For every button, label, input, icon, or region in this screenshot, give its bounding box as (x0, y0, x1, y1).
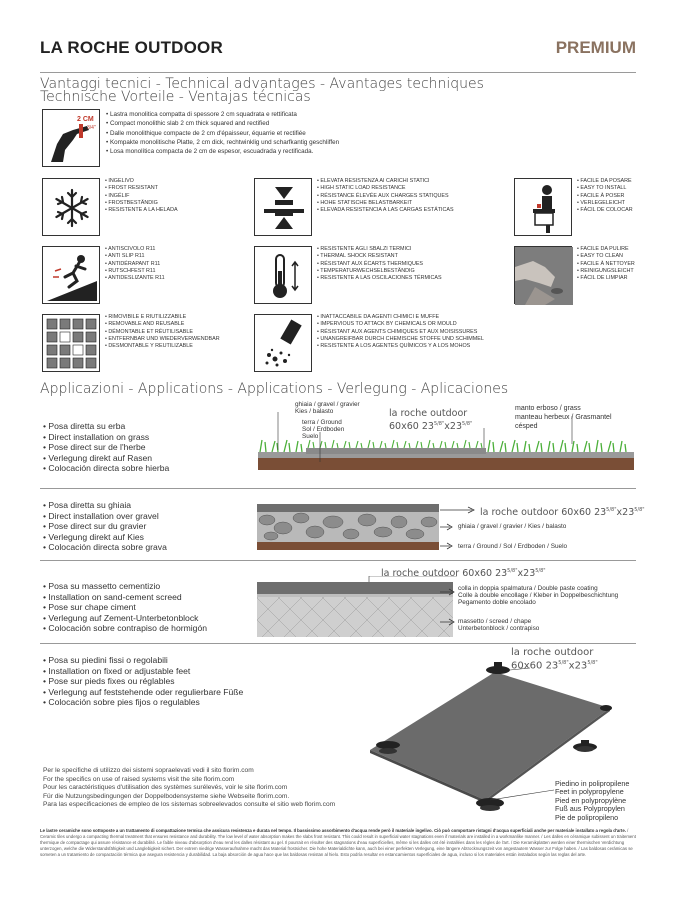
label-line: Feet in polypropylene (555, 787, 624, 797)
screed-screed-label (458, 618, 539, 632)
advantage-line: • INGELIVO (105, 178, 178, 185)
advantage-line: • RESISTENTE A LA HELADA (105, 207, 178, 214)
advantage-line: • FROSTBESTÄNDIG (105, 200, 178, 207)
application-item: • Pose sur pieds fixes ou réglables (43, 676, 243, 687)
application-item: • Pose sur chape ciment (43, 602, 207, 613)
note-line: For the specifics on use of raised systems visit the site florim.com (43, 775, 235, 783)
advantage-line: • RÉSISTANCE ÉLEVÉE AUX CHARGES STATIQUES (317, 193, 454, 200)
application-item: • Posa diretta su erba (43, 421, 169, 432)
application-screed-list (43, 581, 207, 634)
applications-section-title: Applicazioni - Applications - Applications - Verlegung - Aplicaciones (40, 381, 509, 397)
chemical-stain-icon (254, 314, 312, 372)
snowflake-icon (42, 178, 100, 236)
anti-slip-icon (42, 246, 100, 304)
advantage-line: • HIGH STATIC LOAD RESISTANCE (317, 185, 454, 192)
size-in-x: x23 (444, 421, 463, 433)
advantage-line: • INGÉLIF (105, 193, 178, 200)
product-name: la roche outdoor 60x60 (381, 568, 493, 580)
product-name: la roche outdoor (389, 408, 468, 419)
application-item: • Installation on fixed or adjustable feet (43, 666, 243, 677)
advantage-line: • FACILE À POSER (577, 193, 633, 200)
row-divider (40, 643, 636, 644)
application-feet-list (43, 655, 243, 708)
disclaimer-bold: Le lastre ceramiche sono sottoposte a un trattamento di compattazione termica che assicura resistenza e durata nel tempo. Il bassissimo assorbimento d'acqua rende però il materiale ingelivo. Ciò può comportare ristagni d'acqua superficiali anche per materiale installato a regola d'arte. (40, 828, 626, 833)
screed-callout-arrows (440, 584, 460, 632)
application-item: • Pose direct sur de l'herbe (43, 442, 169, 453)
size-fraction: 5/8" (558, 660, 569, 666)
advantage-line: • FACILE À NETTOYER (577, 261, 635, 268)
note-line: Für die Nutzungsbedingungen der Doppelbodensysteme siehe Webseite florim.com. (43, 792, 290, 800)
advantage-line: • INATTACCABILE DA AGENTI CHIMICI E MUFFE (317, 314, 484, 321)
gravel-ground-label: terra / Ground / Sol / Erdboden / Suelo (458, 543, 568, 550)
removable-tiles-icon (42, 314, 100, 372)
size-fraction: 5/8" (606, 507, 617, 513)
label-line: ghiaia / gravel / gravier (295, 401, 360, 408)
advantage-line: • RESISTENTE AGLI SBALZI TERMICI (317, 246, 442, 253)
label-line: Unterbetonblock / contrapiso (458, 625, 540, 632)
grass-turf-label (515, 404, 612, 431)
advantage-thermal (254, 246, 454, 304)
grass-ground-label (302, 419, 344, 440)
cleaning-hand-icon (514, 246, 572, 304)
thickness-in-label: 3/4" (87, 125, 96, 131)
advantage-chemical (254, 314, 484, 372)
advantage-line: • VERLEGELEICHT (577, 200, 633, 207)
feet-material-label (555, 780, 629, 822)
note-line: Pour les caractéristiques d'utilisation des systèmes surélevés, voir le site florim.com (43, 784, 288, 791)
size-in: 23 (495, 568, 508, 580)
load-press-icon (254, 178, 312, 236)
advantage-line: • ANTIDESLIZANTE R11 (105, 275, 165, 282)
advantage-line: • DESMONTABLE Y REUTILIZABLE (105, 343, 220, 350)
intro-item: • Losa monolítica compacta de 2 cm de espesor, escuadrada y rectificada. (106, 147, 339, 156)
size-in-x: x23 (517, 568, 536, 580)
label-line: césped (515, 423, 538, 430)
note-line: Para las especificaciones de empleo de los sistemas sobreelevados consulte el sitio web florim.com (43, 801, 336, 808)
disclaimer (40, 828, 638, 858)
size-cm: 60x60 (389, 421, 419, 433)
application-item: • Verlegung auf feststehende oder regulierbare Füße (43, 687, 243, 698)
application-item: • Colocación directa sobre hierba (43, 463, 169, 474)
screed-product-label (381, 566, 546, 579)
application-gravel-list (43, 500, 167, 553)
advantage-line: • DÉMONTABLE ET RÉUTILISABLE (105, 329, 220, 336)
advantage-line: • EASY TO CLEAN (577, 253, 635, 260)
feet-callout-line (490, 788, 556, 802)
product-size (389, 419, 472, 432)
application-item: • Colocación sobre pies fijos o regulables (43, 697, 243, 708)
intro-item: • Lastra monolitica compatta di spessore 2 cm squadrata e rettificata (106, 110, 339, 119)
label-line: Pie de polipropileno (555, 812, 619, 822)
advantage-clean (514, 246, 678, 304)
label-line: massetto / screed / chape (458, 618, 532, 625)
advantage-line: • IMPERVIOUS TO ATTACK BY CHEMICALS OR MOULD (317, 321, 484, 328)
size-in: 23 (421, 421, 434, 433)
grass-gravel-label (295, 401, 360, 415)
advantage-anti-slip (42, 246, 242, 304)
advantage-line: • RESISTENTE A LAS OSCILACIONES TÉRMICAS (317, 275, 442, 282)
advantage-line: • ANTIDÉRAPANT R11 (105, 261, 165, 268)
label-line: Kies / balasto (295, 408, 334, 415)
gravel-product-label (480, 505, 645, 518)
advantage-line: • ELEVADA RESISTENCIA A LAS CARGAS ESTÁTICAS (317, 207, 454, 214)
intro-list (106, 110, 339, 156)
application-item: • Verlegung direkt auf Rasen (43, 453, 169, 464)
advantage-line: • RESISTENTE A LOS AGENTES QUÍMICOS Y A LOS MOHOS (317, 343, 484, 350)
application-item: • Posa su massetto cementizio (43, 581, 207, 592)
advantage-line: • FÁCIL DE COLOCAR (577, 207, 633, 214)
gravel-gravel-label: ghiaia / gravel / gravier / Kies / balasto (458, 523, 567, 530)
label-line: Fuß aus Polypropylen (555, 804, 625, 814)
product-name: la roche outdoor 60x60 (480, 507, 592, 519)
label-line: Sol / Erdboden (302, 426, 345, 433)
raised-systems-note (43, 767, 335, 810)
header-divider (40, 72, 636, 73)
thermometer-icon (254, 246, 312, 304)
size-cm: 60x60 (511, 660, 543, 672)
advantage-load (254, 178, 454, 236)
label-line: terra / Ground (302, 419, 342, 426)
screed-section-diagram (257, 576, 457, 638)
disclaimer-text: / Ceramic tiles undergo a compacting thermal treatment that ensures resistance and durability. The low level of water absorption makes the slabs frost resistant. This could result in superficial water stagnations even if materials are installed in a workmanlike manner. / Les dalles en céramique subissent un traitement thermique de compactage qui assure résistance et durabilité. Le faible niveau d'absorption d'eau rend les dalles résistant au gel. Il pourrait en résulter des stagnations d'eau superficielles, même si les dalles ont été installées dans les règles de l'art. / Die Keramikplatten werden einer thermischen Verdichtung unterzogen, welche die Widerstandsfähigkeit und Langlebigkeit sichert. Der extrem niedrige Wasseraufnahme macht das Material frostsicher. Die hohe Materialdichte kann, auch bei einer perfekten Verlegung, eine längere Abtrocknungszeit von angestautem Wasser zur Folge haben. / Las baldosas cerámicas se someten a un tratamiento de compactación térmica que asegura resistencia y durabilidad. La baja absorción de agua hace que las baldosas resistan al hielo. Esto podría resultar en estancamientos superficiales de agua, incluso si los materiales están instalados según las reglas del arte. (40, 828, 636, 857)
size-fraction: 5/8" (634, 507, 645, 513)
size-fraction: 5/8" (587, 660, 598, 666)
advantage-line: • TEMPERATURWECHSELBESTÄNDIG (317, 268, 442, 275)
advantage-line: • RÉSISTANT AUX ÉCARTS THERMIQUES (317, 261, 442, 268)
advantage-line: • RÉSISTANT AUX AGENTS CHIMIQUES ET AUX MOISISSURES (317, 329, 484, 336)
advantage-install (514, 178, 678, 236)
row-divider (40, 560, 636, 561)
label-line: Colle à double encollage / Kleber in Doppelbeschichtung (458, 592, 619, 599)
technical-title-line1: Vantaggi tecnici - Technical advantages - Avantages techniques (40, 76, 484, 92)
advantage-line: • FACILE DA PULIRE (577, 246, 635, 253)
size-fraction: 5/8" (462, 421, 473, 427)
product-size (511, 658, 598, 671)
advantage-line: • FÁCIL DE LIMPIAR (577, 275, 635, 282)
size-in-x: x23 (616, 507, 635, 519)
intro-item: • Kompakte monolitische Platte, 2 cm dick, rechtwinklig und scharfkantig geschliffen (106, 138, 339, 147)
advantage-line: • UNANGREIFBAR DURCH CHEMISCHE STOFFE UND SCHIMMEL (317, 336, 484, 343)
note-line: Per le specifiche di utilizzo dei sistemi sopraelevati vedi il sito florim.com (43, 767, 254, 774)
advantage-line: • REINIGUNGSLEICHT (577, 268, 635, 275)
advantage-line: • FACILE DA POSARE (577, 178, 633, 185)
application-item: • Pose direct sur du gravier (43, 521, 167, 532)
advantage-line: • REMOVABLE AND REUSABLE (105, 321, 220, 328)
advantage-line: • EASY TO INSTALL (577, 185, 633, 192)
technical-section-title (40, 78, 484, 104)
size-in: 23 (594, 507, 607, 519)
size-in: 23 (545, 660, 559, 672)
label-line: Pegamento doble encolado (458, 599, 536, 606)
advantage-frost (42, 178, 242, 236)
label-line: Suelo (302, 433, 319, 440)
size-in-x: x23 (568, 660, 588, 672)
grass-product-label (389, 409, 472, 432)
advantage-line: • HOHE STATISCHE BELASTBARKEIT (317, 200, 454, 207)
application-item: • Verlegung direkt auf Kies (43, 532, 167, 543)
advantage-line: • FROST RESISTANT (105, 185, 178, 192)
slab-thickness-hand-icon (42, 109, 100, 167)
label-line: Piedino in polipropilene (555, 779, 630, 788)
application-item: • Posa diretta su ghiaia (43, 500, 167, 511)
product-name: la roche outdoor (511, 647, 594, 658)
advantage-line: • THERMAL SHOCK RESISTANT (317, 253, 442, 260)
application-item: • Colocación sobre contrapiso de hormigón (43, 623, 207, 634)
application-grass-list (43, 421, 169, 474)
intro-item: • Compact monolithic slab 2 cm thick squared and rectified (106, 119, 339, 128)
feet-product-label (511, 647, 598, 671)
size-fraction: 5/8" (507, 568, 518, 574)
application-item: • Verlegung auf Zement-Unterbetonblock (43, 613, 207, 624)
advantage-line: • ANTI SLIP R11 (105, 253, 165, 260)
label-line: manto erboso / grass (515, 405, 581, 412)
thickness-cm-label: 2 CM (77, 116, 94, 123)
advantage-line: • RUTSCHFEST R11 (105, 268, 165, 275)
row-divider (40, 488, 636, 489)
advantage-line: • ENTFERNBAR UND WIEDERVERWENDBAR (105, 336, 220, 343)
intro-item: • Dalle monolithique compacte de 2 cm d'épaisseur, équarrie et rectifiée (106, 129, 339, 138)
label-line: colla in doppia spalmatura / Double paste coating (458, 585, 598, 592)
gravel-section-diagram (257, 504, 441, 552)
premium-badge: PREMIUM (555, 38, 636, 57)
application-item: • Direct installation over gravel (43, 511, 167, 522)
support-foot-icon (376, 741, 400, 754)
label-line: manteau herbeux / Grasmantel (515, 414, 612, 421)
advantage-line: • ANTISCIVOLO R11 (105, 246, 165, 253)
advantage-line: • RIMOVIBILE E RIUTILIZZABILE (105, 314, 220, 321)
screed-glue-label (458, 585, 618, 606)
advantage-removable (42, 314, 242, 372)
application-item: • Direct installation on grass (43, 432, 169, 443)
application-item: • Posa su piedini fissi o regolabili (43, 655, 243, 666)
application-item: • Colocación directa sobre grava (43, 542, 167, 553)
technical-title-line2: Technische Vorteile - Ventajas técnicas (40, 89, 311, 105)
installer-icon (514, 178, 572, 236)
label-line: Pied en polypropylène (555, 795, 627, 805)
application-item: • Installation on sand-cement screed (43, 592, 207, 603)
size-fraction: 5/8" (433, 421, 445, 427)
advantage-line: • ELEVATA RESISTENZA AI CARICHI STATICI (317, 178, 454, 185)
page-title: LA ROCHE OUTDOOR (40, 38, 223, 57)
size-fraction: 5/8" (535, 568, 546, 574)
